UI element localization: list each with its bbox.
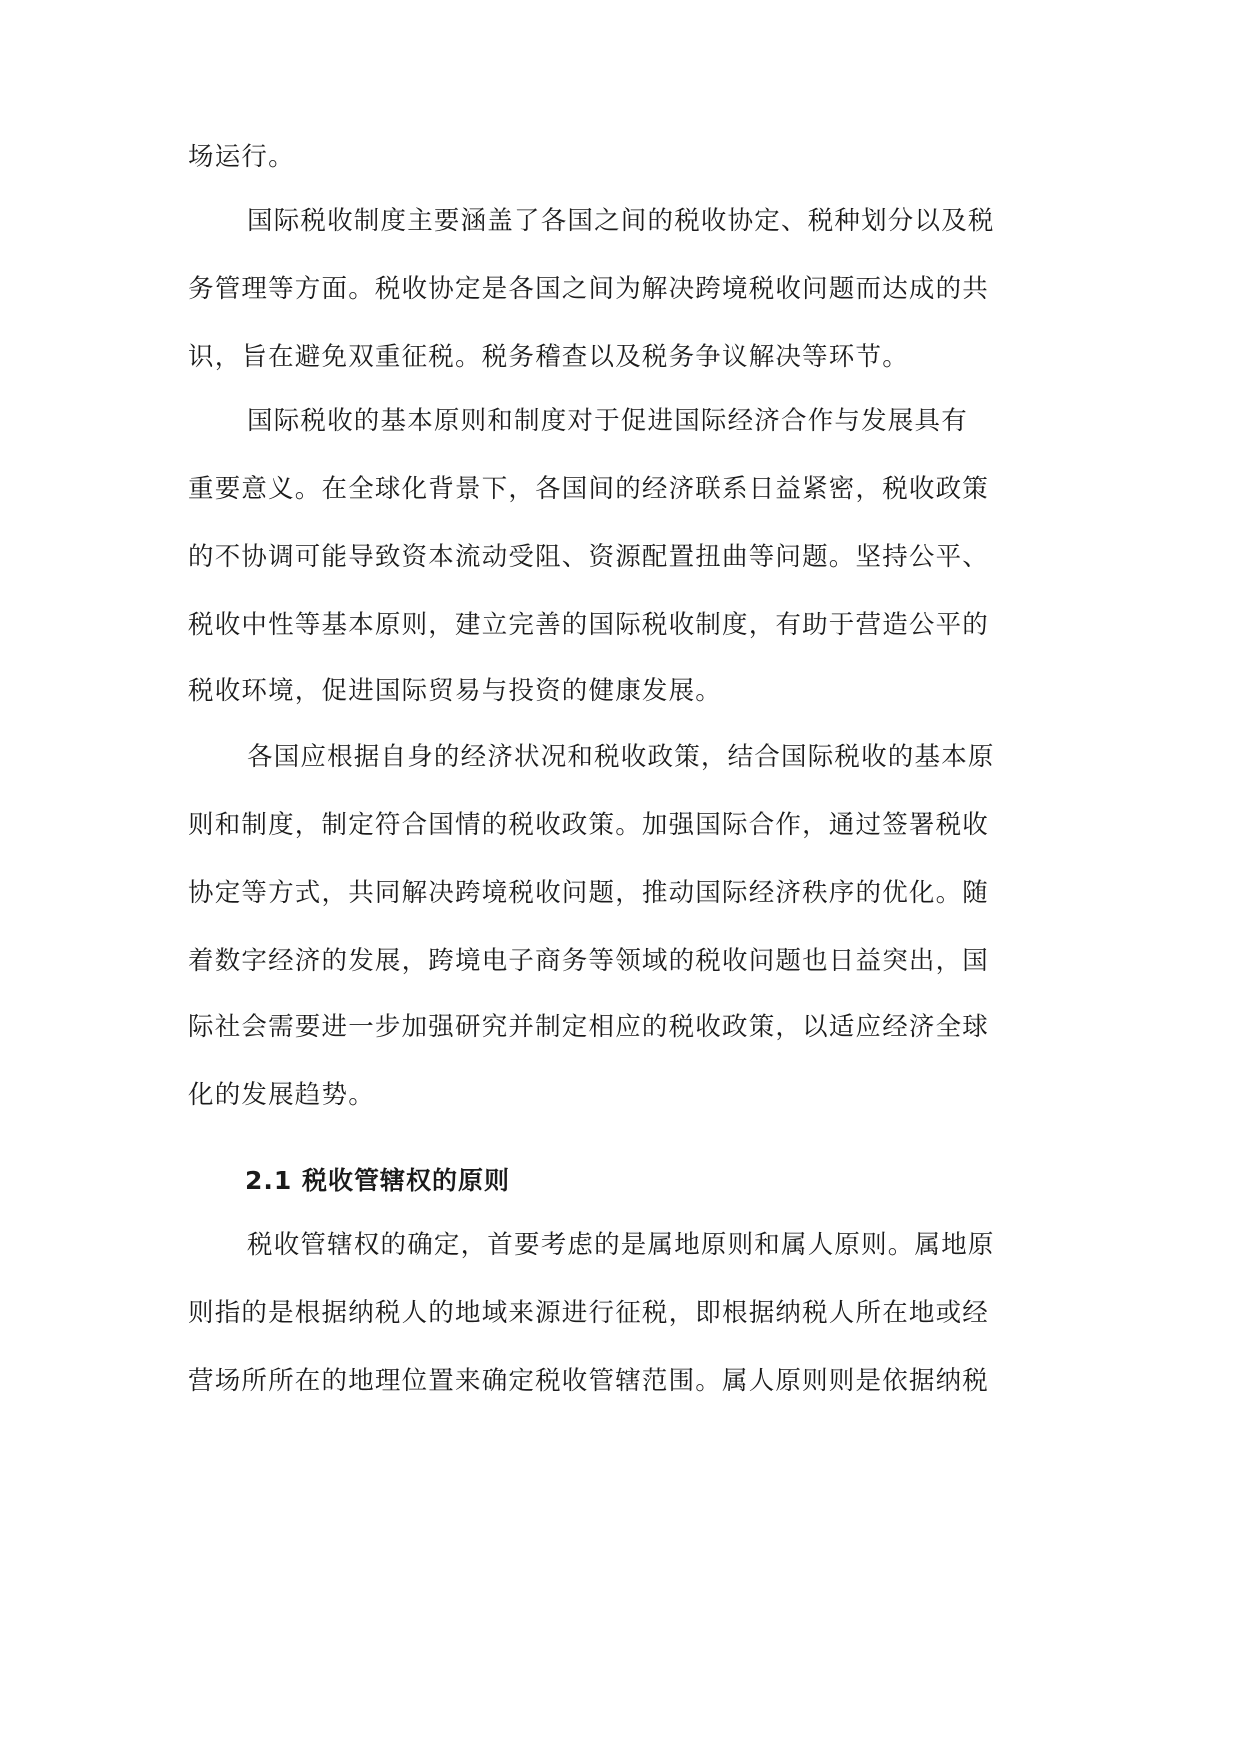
paragraph-line: 税收中性等基本原则，建立完善的国际税收制度，有助于营造公平的 bbox=[188, 610, 990, 640]
paragraph-line: 税收环境，促进国际贸易与投资的健康发展。 bbox=[188, 676, 723, 706]
paragraph-line: 协定等方式，共同解决跨境税收问题，推动国际经济秩序的优化。随 bbox=[188, 878, 990, 908]
paragraph-line: 际社会需要进一步加强研究并制定相应的税收政策，以适应经济全球 bbox=[188, 1012, 990, 1042]
paragraph-line: 的不协调可能导致资本流动受阻、资源配置扭曲等问题。坚持公平、 bbox=[188, 542, 990, 572]
paragraph-line: 税收管辖权的确定，首要考虑的是属地原则和属人原则。属地原 bbox=[247, 1230, 995, 1260]
section-heading: 2.1 税收管辖权的原则 bbox=[245, 1166, 510, 1195]
paragraph-line: 化的发展趋势。 bbox=[188, 1080, 375, 1110]
paragraph-line: 国际税收的基本原则和制度对于促进国际经济合作与发展具有 bbox=[247, 406, 968, 436]
paragraph-line: 重要意义。在全球化背景下，各国间的经济联系日益紧密，税收政策 bbox=[188, 474, 990, 504]
paragraph-line: 着数字经济的发展，跨境电子商务等领域的税收问题也日益突出，国 bbox=[188, 946, 990, 976]
paragraph-line: 营场所所在的地理位置来确定税收管辖范围。属人原则则是依据纳税 bbox=[188, 1366, 990, 1396]
paragraph-line: 场运行。 bbox=[188, 142, 295, 172]
paragraph-line: 则指的是根据纳税人的地域来源进行征税，即根据纳税人所在地或经 bbox=[188, 1298, 990, 1328]
paragraph-line: 各国应根据自身的经济状况和税收政策，结合国际税收的基本原 bbox=[247, 742, 995, 772]
paragraph-line: 识，旨在避免双重征税。税务稽查以及税务争议解决等环节。 bbox=[188, 342, 909, 372]
paragraph-line: 务管理等方面。税收协定是各国之间为解决跨境税收问题而达成的共 bbox=[188, 274, 990, 304]
paragraph-line: 则和制度，制定符合国情的税收政策。加强国际合作，通过签署税收 bbox=[188, 810, 990, 840]
paragraph-line: 国际税收制度主要涵盖了各国之间的税收协定、税种划分以及税 bbox=[247, 206, 995, 236]
